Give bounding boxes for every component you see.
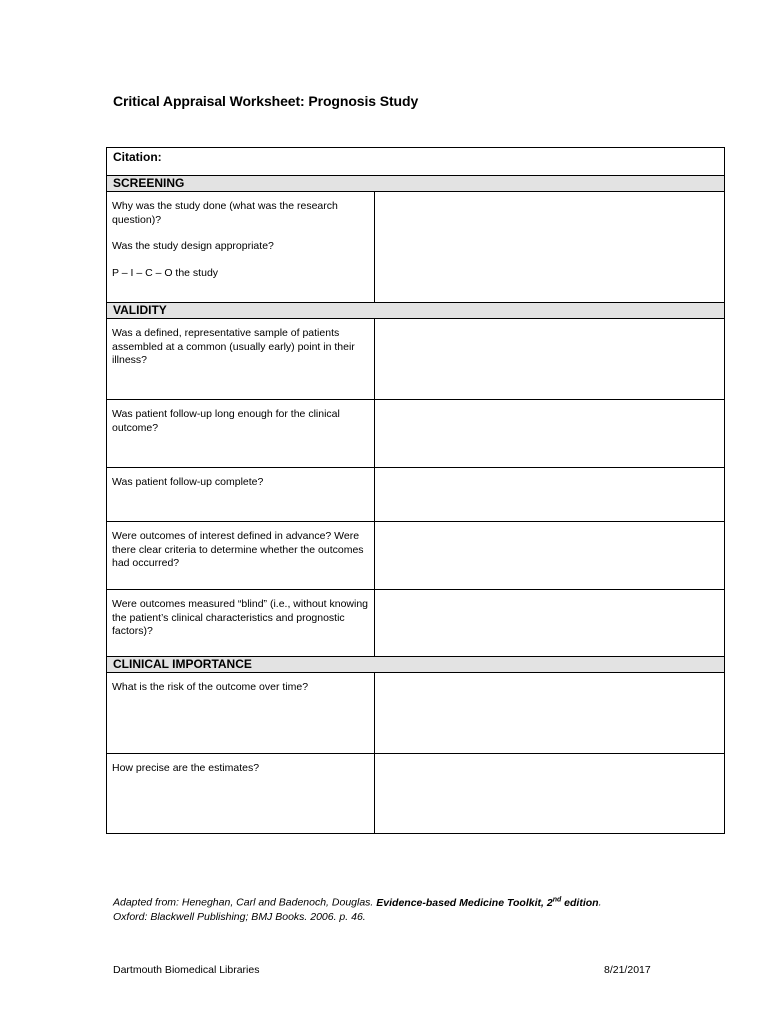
footer-date: 8/21/2017	[604, 964, 651, 976]
citation-row[interactable]	[107, 148, 725, 176]
book-title	[376, 897, 598, 909]
reference-prefix: Adapted from: Heneghan, Carl and Badenoch, Douglas.	[113, 896, 374, 909]
validity-question-2	[107, 400, 375, 468]
page-title: Critical Appraisal Worksheet: Prognosis Study	[113, 93, 419, 109]
question-text: Why was the study done (what was the research question)?	[112, 200, 338, 226]
answer-cell[interactable]	[375, 192, 725, 303]
answer-cell[interactable]	[375, 590, 725, 657]
answer-cell[interactable]	[375, 522, 725, 590]
clinical-question-2	[107, 754, 375, 834]
validity-question-4	[107, 522, 375, 590]
section-header-validity: VALIDITY	[107, 303, 725, 319]
answer-cell[interactable]	[375, 319, 725, 400]
validity-question-5	[107, 590, 375, 657]
question-text: Were outcomes measured “blind” (i.e., without knowing the patient’s clinical characteristics and prognostic factors)?	[112, 598, 369, 637]
edition-word: edition	[564, 896, 599, 909]
book-title-text: Evidence-based Medicine Toolkit, 2	[376, 896, 553, 909]
reference-line-2: Oxford: Blackwell Publishing; BMJ Books. 2006. p. 46.	[113, 910, 366, 923]
citation-label: Citation:	[113, 150, 162, 164]
question-text: Were outcomes of interest defined in advance? Were there clear criteria to determine whether the outcomes had occurred?	[112, 530, 364, 569]
section-header-clinical-importance: CLINICAL IMPORTANCE	[107, 657, 725, 673]
question-text: Was patient follow-up long enough for the clinical outcome?	[112, 408, 340, 434]
footer-library: Dartmouth Biomedical Libraries	[113, 964, 260, 976]
question-text: What is the risk of the outcome over time?	[112, 681, 309, 693]
screening-questions	[107, 192, 375, 303]
edition-superscript: nd	[552, 896, 562, 903]
clinical-question-1	[107, 673, 375, 754]
answer-cell[interactable]	[375, 754, 725, 834]
section-header-screening: SCREENING	[107, 176, 725, 192]
question-text: How precise are the estimates?	[112, 762, 260, 774]
question-text: P – I – C – O the study	[112, 266, 219, 279]
validity-question-3	[107, 468, 375, 522]
answer-cell[interactable]	[375, 400, 725, 468]
answer-cell[interactable]	[375, 673, 725, 754]
question-text: Was patient follow-up complete?	[112, 476, 264, 488]
answer-cell[interactable]	[375, 468, 725, 522]
reference-note	[113, 893, 602, 924]
validity-question-1	[107, 319, 375, 400]
question-text: Was a defined, representative sample of patients assembled at a common (usually early) point in their illness?	[112, 327, 355, 366]
reference-line-1: Adapted from: Heneghan, Carl and Badenoch, Douglas. Evidence-based Medicine Toolkit, 2nd edition.	[113, 896, 602, 909]
question-text: Was the study design appropriate?	[112, 240, 274, 252]
appraisal-table	[106, 147, 725, 834]
